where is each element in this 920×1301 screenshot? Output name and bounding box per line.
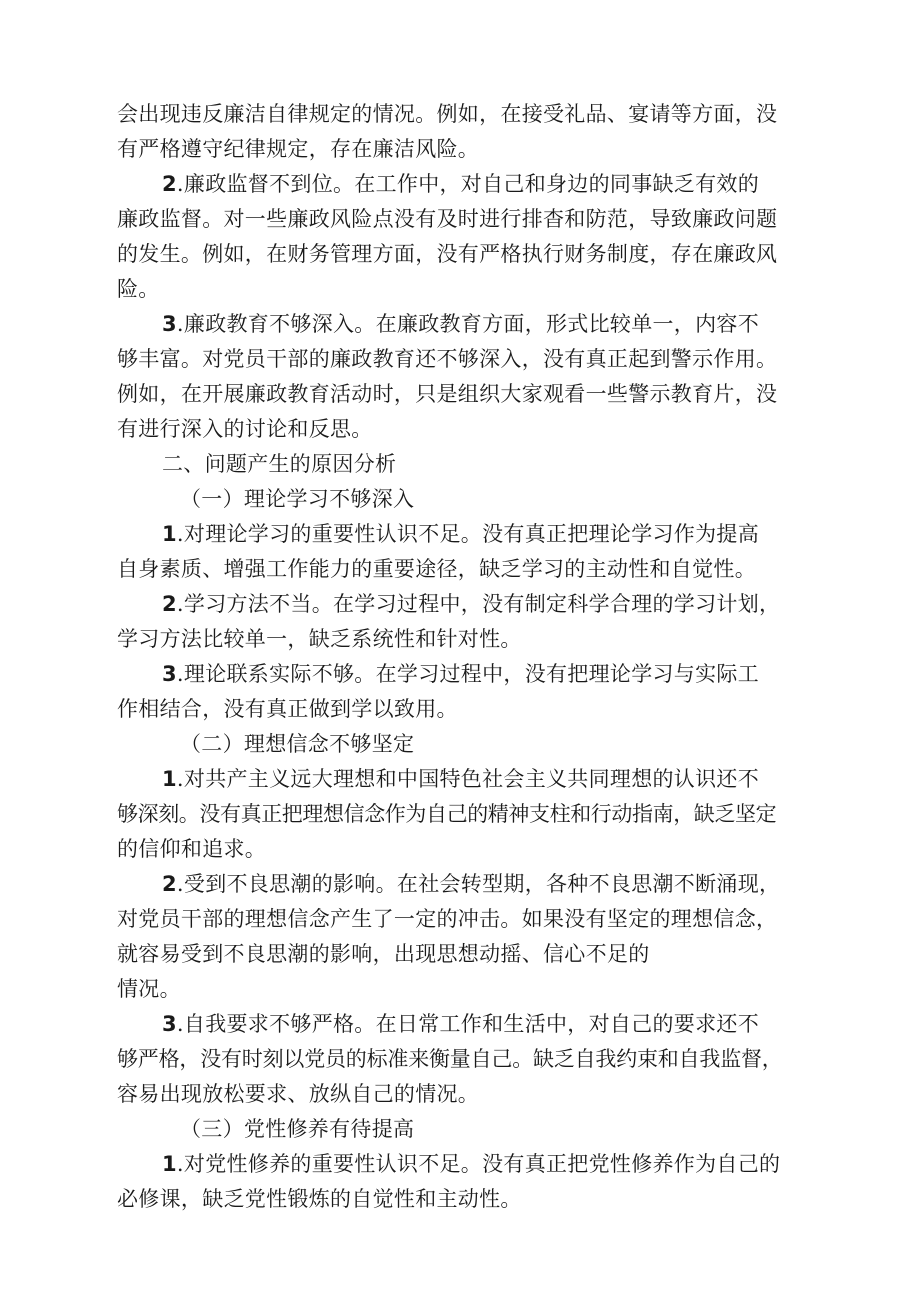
text-line: 例如，在开展廉政教育活动时，只是组织大家观看一些警示教育片，没	[117, 382, 778, 406]
text-line: 有进行深入的讨论和反思。	[117, 417, 373, 441]
subsection-heading: （二）理想信念不够坚定	[180, 732, 415, 756]
subsection-heading: （一）理论学习不够深入	[180, 487, 415, 511]
numbered-item: 3.廉政教育不够深入。在廉政教育方面，形式比较单一，内容不	[162, 312, 759, 336]
numbered-item: 2.受到不良思潮的影响。在社会转型期，各种不良思潮不断涌现，	[162, 872, 781, 896]
text-line: 就容易受到不良思潮的影响，出现思想动摇、信心不足的	[117, 942, 650, 966]
text-line: 够深刻。没有真正把理想信念作为自己的精神支柱和行动指南，缺乏坚定	[117, 802, 777, 826]
text-line: 情况。	[117, 977, 181, 1001]
item-number: 2	[162, 172, 177, 196]
text-line: 学习方法比较单一，缺乏系统性和针对性。	[117, 627, 522, 651]
section-heading: 二、问题产生的原因分析	[162, 452, 397, 476]
text-line: 作相结合，没有真正做到学以致用。	[117, 697, 458, 721]
text-line: 自身素质、增强工作能力的重要途径，缺乏学习的主动性和自觉性。	[117, 557, 756, 581]
item-number: 3	[162, 312, 177, 336]
item-number: 1	[162, 1152, 177, 1176]
numbered-item: 1.对党性修养的重要性认识不足。没有真正把党性修养作为自己的	[162, 1152, 781, 1176]
item-number: 2	[162, 872, 177, 896]
item-number: 1	[162, 522, 177, 546]
numbered-item: 3.理论联系实际不够。在学习过程中，没有把理论学习与实际工	[162, 662, 759, 686]
text-line: 的发生。例如，在财务管理方面，没有严格执行财务制度，存在廉政风	[117, 242, 778, 266]
numbered-item: 1.对理论学习的重要性认识不足。没有真正把理论学习作为提高	[162, 522, 759, 546]
item-number: 3	[162, 1012, 177, 1036]
text-line: 够丰富。对党员干部的廉政教育还不够深入，没有真正起到警示作用。	[117, 347, 778, 371]
text-line: 够严格，没有时刻以党员的标准来衡量自己。缺乏自我约束和自我监督，	[117, 1047, 783, 1071]
subsection-heading: （三）党性修养有待提高	[180, 1117, 415, 1141]
numbered-item: 3.自我要求不够严格。在日常工作和生活中，对自己的要求还不	[162, 1012, 759, 1036]
text-line: 必修课，缺乏党性锻炼的自觉性和主动性。	[117, 1187, 522, 1211]
text-line: 有严格遵守纪律规定，存在廉洁风险。	[117, 137, 480, 161]
item-number: 2	[162, 592, 177, 616]
item-number: 3	[162, 662, 177, 686]
text-line: 容易出现放松要求、放纵自己的情况。	[117, 1082, 480, 1106]
numbered-item: 2.学习方法不当。在学习过程中，没有制定科学合理的学习计划，	[162, 592, 781, 616]
numbered-item: 1.对共产主义远大理想和中国特色社会主义共同理想的认识还不	[162, 767, 759, 791]
item-number: 1	[162, 767, 177, 791]
text-line: 会出现违反廉洁自律规定的情况。例如，在接受礼品、宴请等方面，没	[117, 102, 778, 126]
text-line: 廉政监督。对一些廉政风险点没有及时进行排杳和防范，导致廉政问题	[117, 207, 778, 231]
text-line: 的信仰和追求。	[117, 837, 267, 861]
numbered-item: 2.廉政监督不到位。在工作中，对自己和身边的同事缺乏有效的	[162, 172, 759, 196]
text-line: 险。	[117, 277, 160, 301]
text-line: 对党员干部的理想信念产生了一定的冲击。如果没有坚定的理想信念，	[117, 907, 778, 931]
